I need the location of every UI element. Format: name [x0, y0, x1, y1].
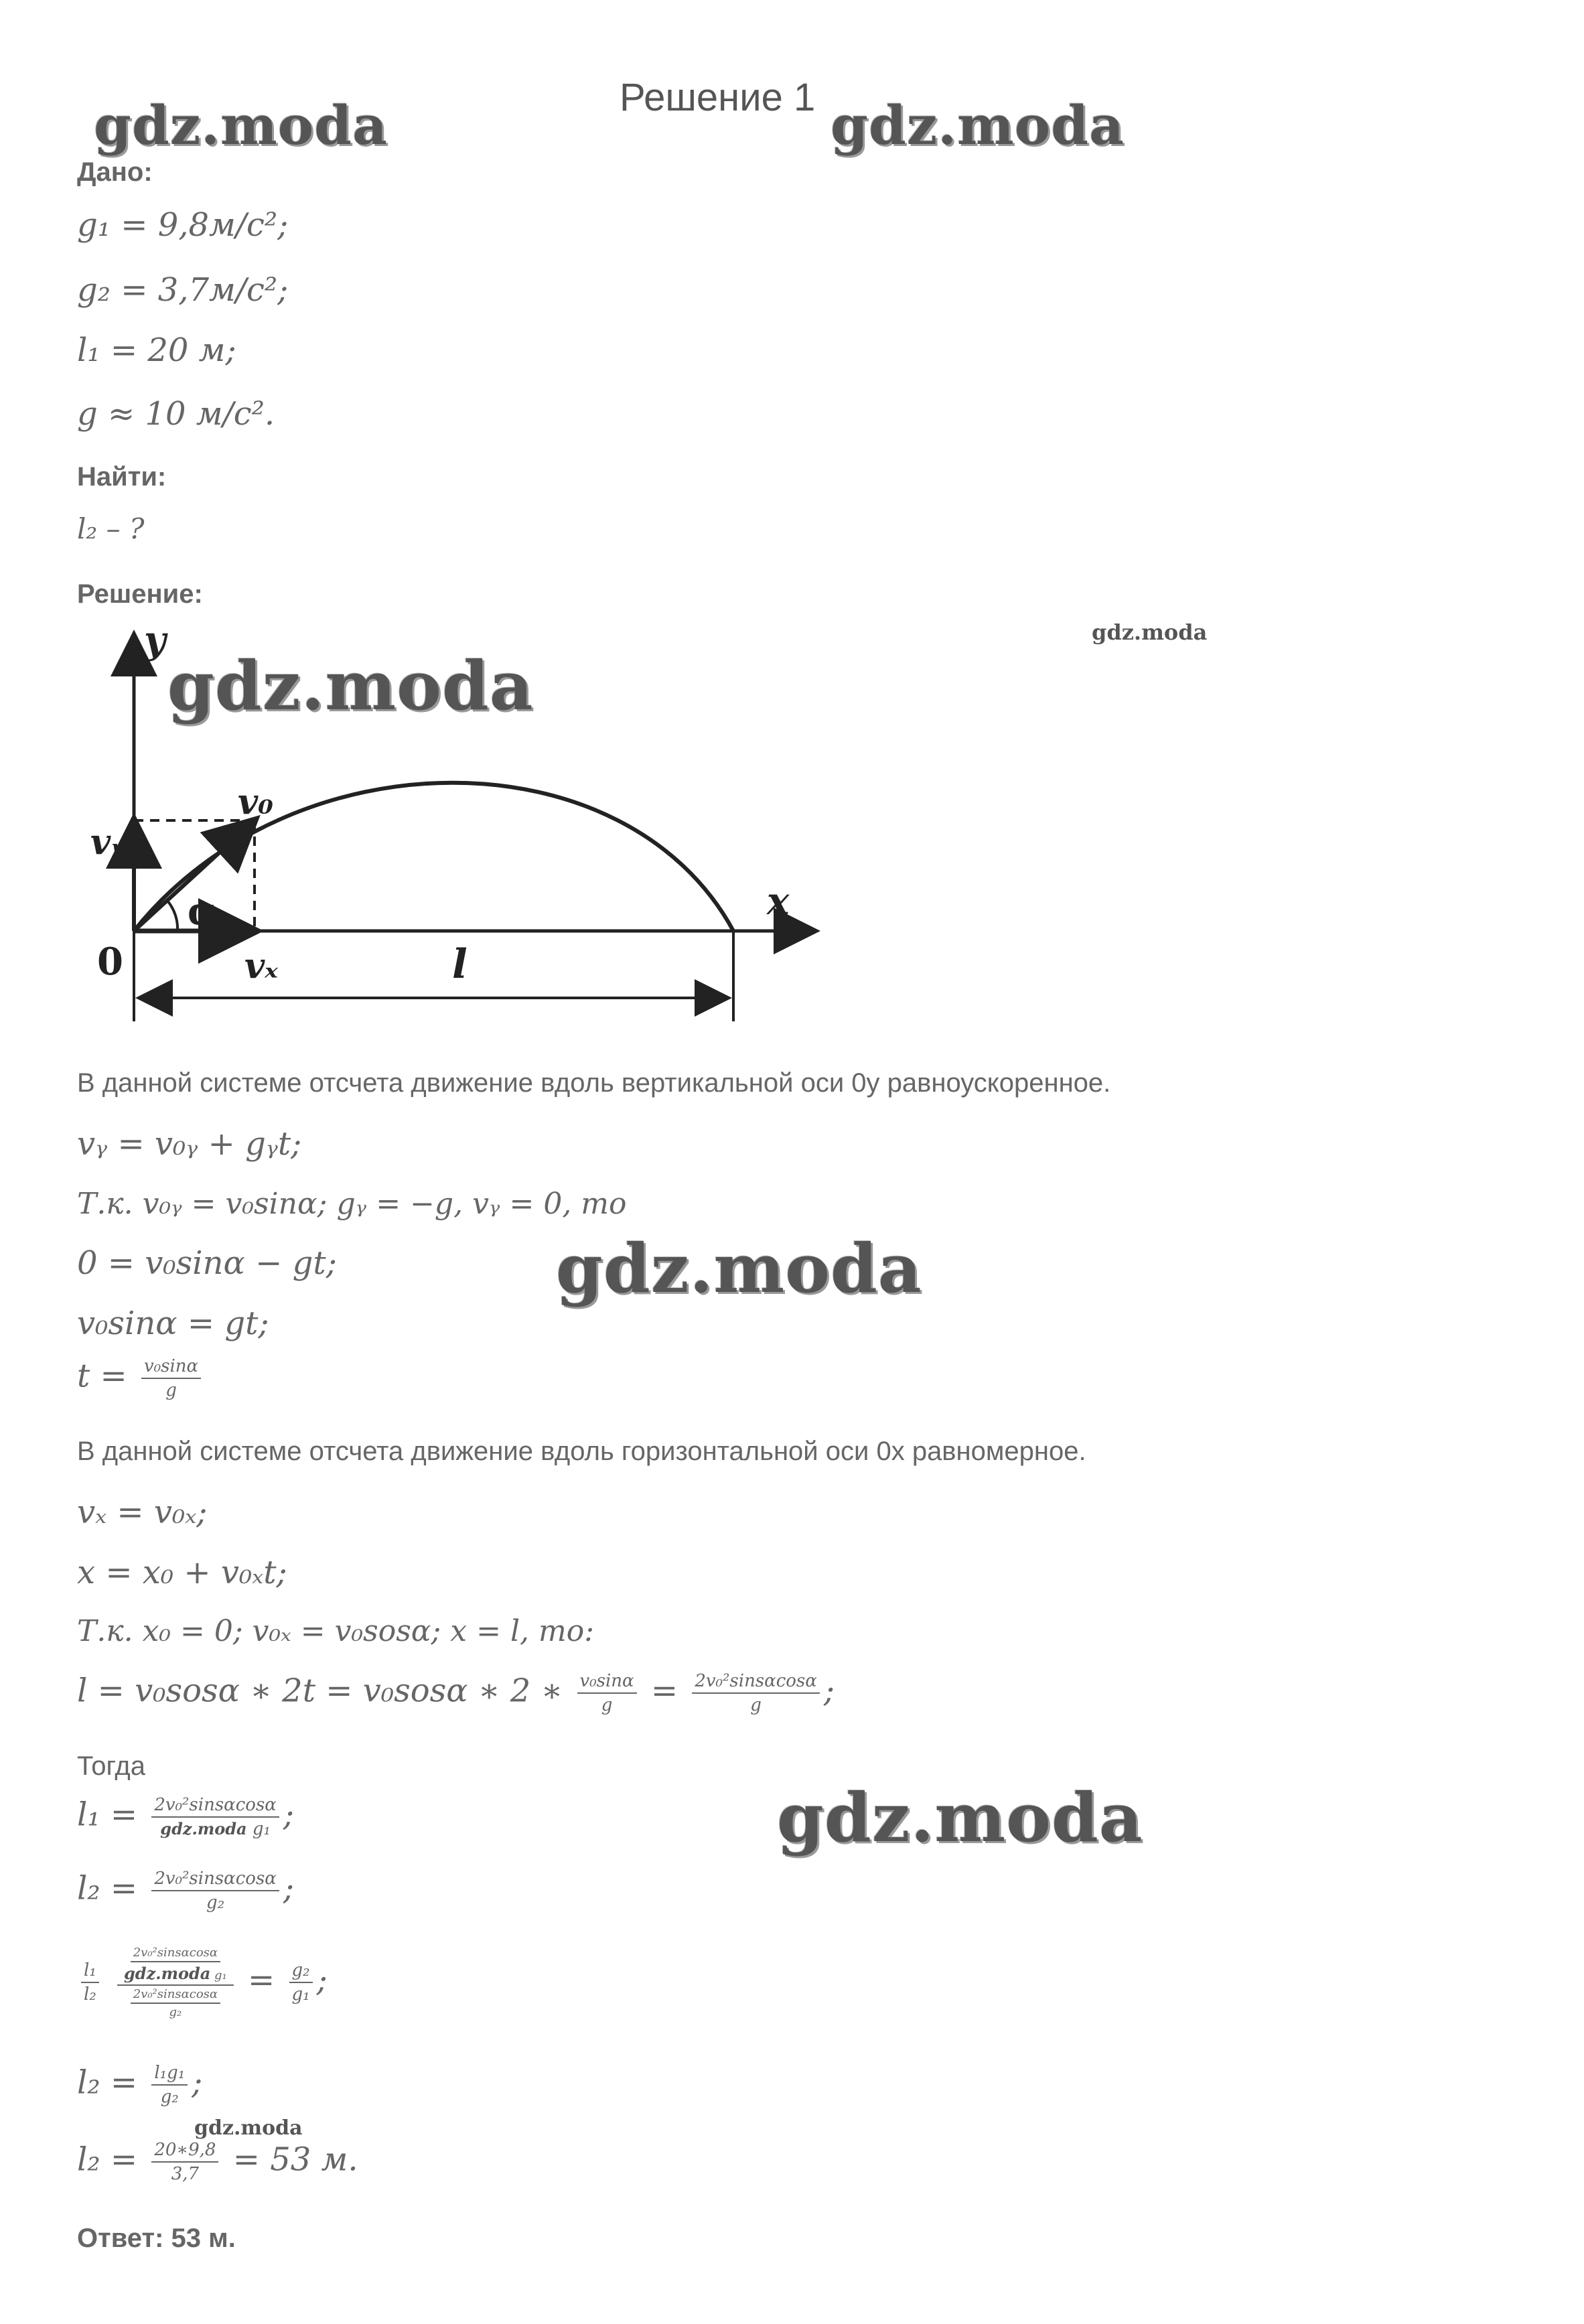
paragraph: В данной системе отсчета движение вдоль вертикальной оси 0y равноускоренное.: [77, 1068, 1111, 1098]
angle-label: α: [188, 889, 217, 934]
watermark: gdz.moda: [160, 1819, 247, 1838]
equation: 0 = v₀sinα − gt;: [77, 1244, 337, 1282]
equation: x = x₀ + v₀ₓt;: [77, 1554, 287, 1591]
fraction: $\frac{\text{l₁}}{\text{l₂}}$: [81, 1960, 99, 2005]
fraction: $\frac{\text{2v₀²sinsαcosα}}{g}$: [692, 1671, 820, 1715]
watermark: gdz.moda: [1092, 620, 1208, 645]
given-item: l₁ = 20 м;: [77, 332, 236, 369]
equation: l₂ = $\frac{\text{l₁g₁}}{\text{g₂}}$ ;: [77, 2063, 203, 2107]
equation: l = v₀sosα ∗ 2t = v₀sosα ∗ 2 ∗ $\frac{\text{v₀sinα}}{g}$ = $\frac{\text{2v₀²sinsαcosα}}{g}$ ;: [77, 1671, 835, 1715]
watermark: gdz.moda: [194, 2116, 303, 2140]
equation: Т.к. x₀ = 0; v₀ₓ = v₀sosα; x = l, то:: [77, 1614, 595, 1648]
equation: $\frac{\text{l₁}}{\text{l₂}}$ $\frac{\frac{\text{2v₀²sinsαcosα}}{\text{gdz.moda g₁}}}{\frac{\text{2v₀²sinsαcosα}}{\text{g₂}}}$ = $\frac{\text{g₂}}{\text{g₁}}$ ;: [77, 1946, 328, 2019]
origin-label: 0: [97, 940, 123, 984]
y-axis-label: y: [144, 620, 166, 662]
watermark: gdz.moda: [124, 1964, 211, 1983]
find-label: Найти:: [77, 462, 167, 492]
equation: l₂ = $\frac{\text{2v₀²sinsαcosα}}{\text{g₂}}$ ;: [77, 1869, 295, 1913]
equation: t = $\frac{\text{v₀sinα}}{g}$: [77, 1356, 205, 1400]
watermark: gdz.moda: [831, 94, 1125, 157]
watermark: gdz.moda: [556, 1229, 922, 1308]
equation: Т.к. v₀ᵧ = v₀sinα; gᵧ = −g, vᵧ = 0, то: [77, 1187, 627, 1221]
given-item: g ≈ 10 м/с².: [77, 395, 275, 433]
fraction: $\frac{\text{l₁g₁}}{\text{g₂}}$: [151, 2063, 188, 2107]
given-item: g₂ = 3,7м/с²;: [77, 271, 289, 309]
vy-label: vᵧ: [90, 822, 125, 863]
vx-label: vₓ: [244, 946, 278, 987]
fraction: $\frac{\text{v₀sinα}}{g}$: [577, 1671, 637, 1715]
watermark: gdz.moda: [167, 646, 534, 725]
equation: v₀sinα = gt;: [77, 1305, 269, 1342]
given-label: Дано:: [77, 157, 153, 187]
watermark: gdz.moda: [777, 1778, 1143, 1857]
fraction: $\frac{\text{v₀sinα}}{g}$: [141, 1356, 201, 1400]
page-title: Решение 1: [620, 76, 816, 119]
equation: l₁ = $\frac{\text{2v₀²sinsαcosα}}{\text{gdz.moda g₁}}$ ;: [77, 1795, 295, 1839]
watermark: gdz.moda: [94, 94, 388, 157]
fraction: $\frac{\text{2v₀²sinsαcosα}}{\text{gdz.moda g₁}}$: [151, 1795, 279, 1839]
x-axis-label: x: [767, 879, 790, 924]
v0-label: v₀: [238, 782, 273, 822]
given-item: g₁ = 9,8м/с²;: [77, 206, 289, 244]
fraction: $\frac{\text{2v₀²sinsαcosα}}{\text{g₂}}$: [151, 1869, 279, 1913]
equation: vₓ = v₀ₓ;: [77, 1494, 208, 1531]
distance-label: l: [452, 941, 467, 988]
find-item: l₂ – ?: [77, 512, 145, 545]
then-label: Тогда: [77, 1751, 145, 1781]
equation: vᵧ = v₀ᵧ + gᵧt;: [77, 1125, 302, 1163]
paragraph: В данной системе отсчета движение вдоль горизонтальной оси 0x равномерное.: [77, 1437, 1086, 1466]
equation: l₂ = $\frac{20∗9,8}{3,7}$ = 53 м.: [77, 2140, 358, 2184]
fraction: $\frac{\text{g₂}}{\text{g₁}}$: [289, 1960, 313, 2005]
solution-label: Решение:: [77, 579, 203, 609]
fraction: $\frac{20∗9,8}{3,7}$: [151, 2140, 218, 2184]
answer: Ответ: 53 м.: [77, 2224, 236, 2253]
nested-fraction: $\frac{\frac{\text{2v₀²sinsαcosα}}{\text{gdz.moda g₁}}}{\frac{\text{2v₀²sinsαcosα}}{\text{g₂}}}$: [117, 1946, 234, 2019]
